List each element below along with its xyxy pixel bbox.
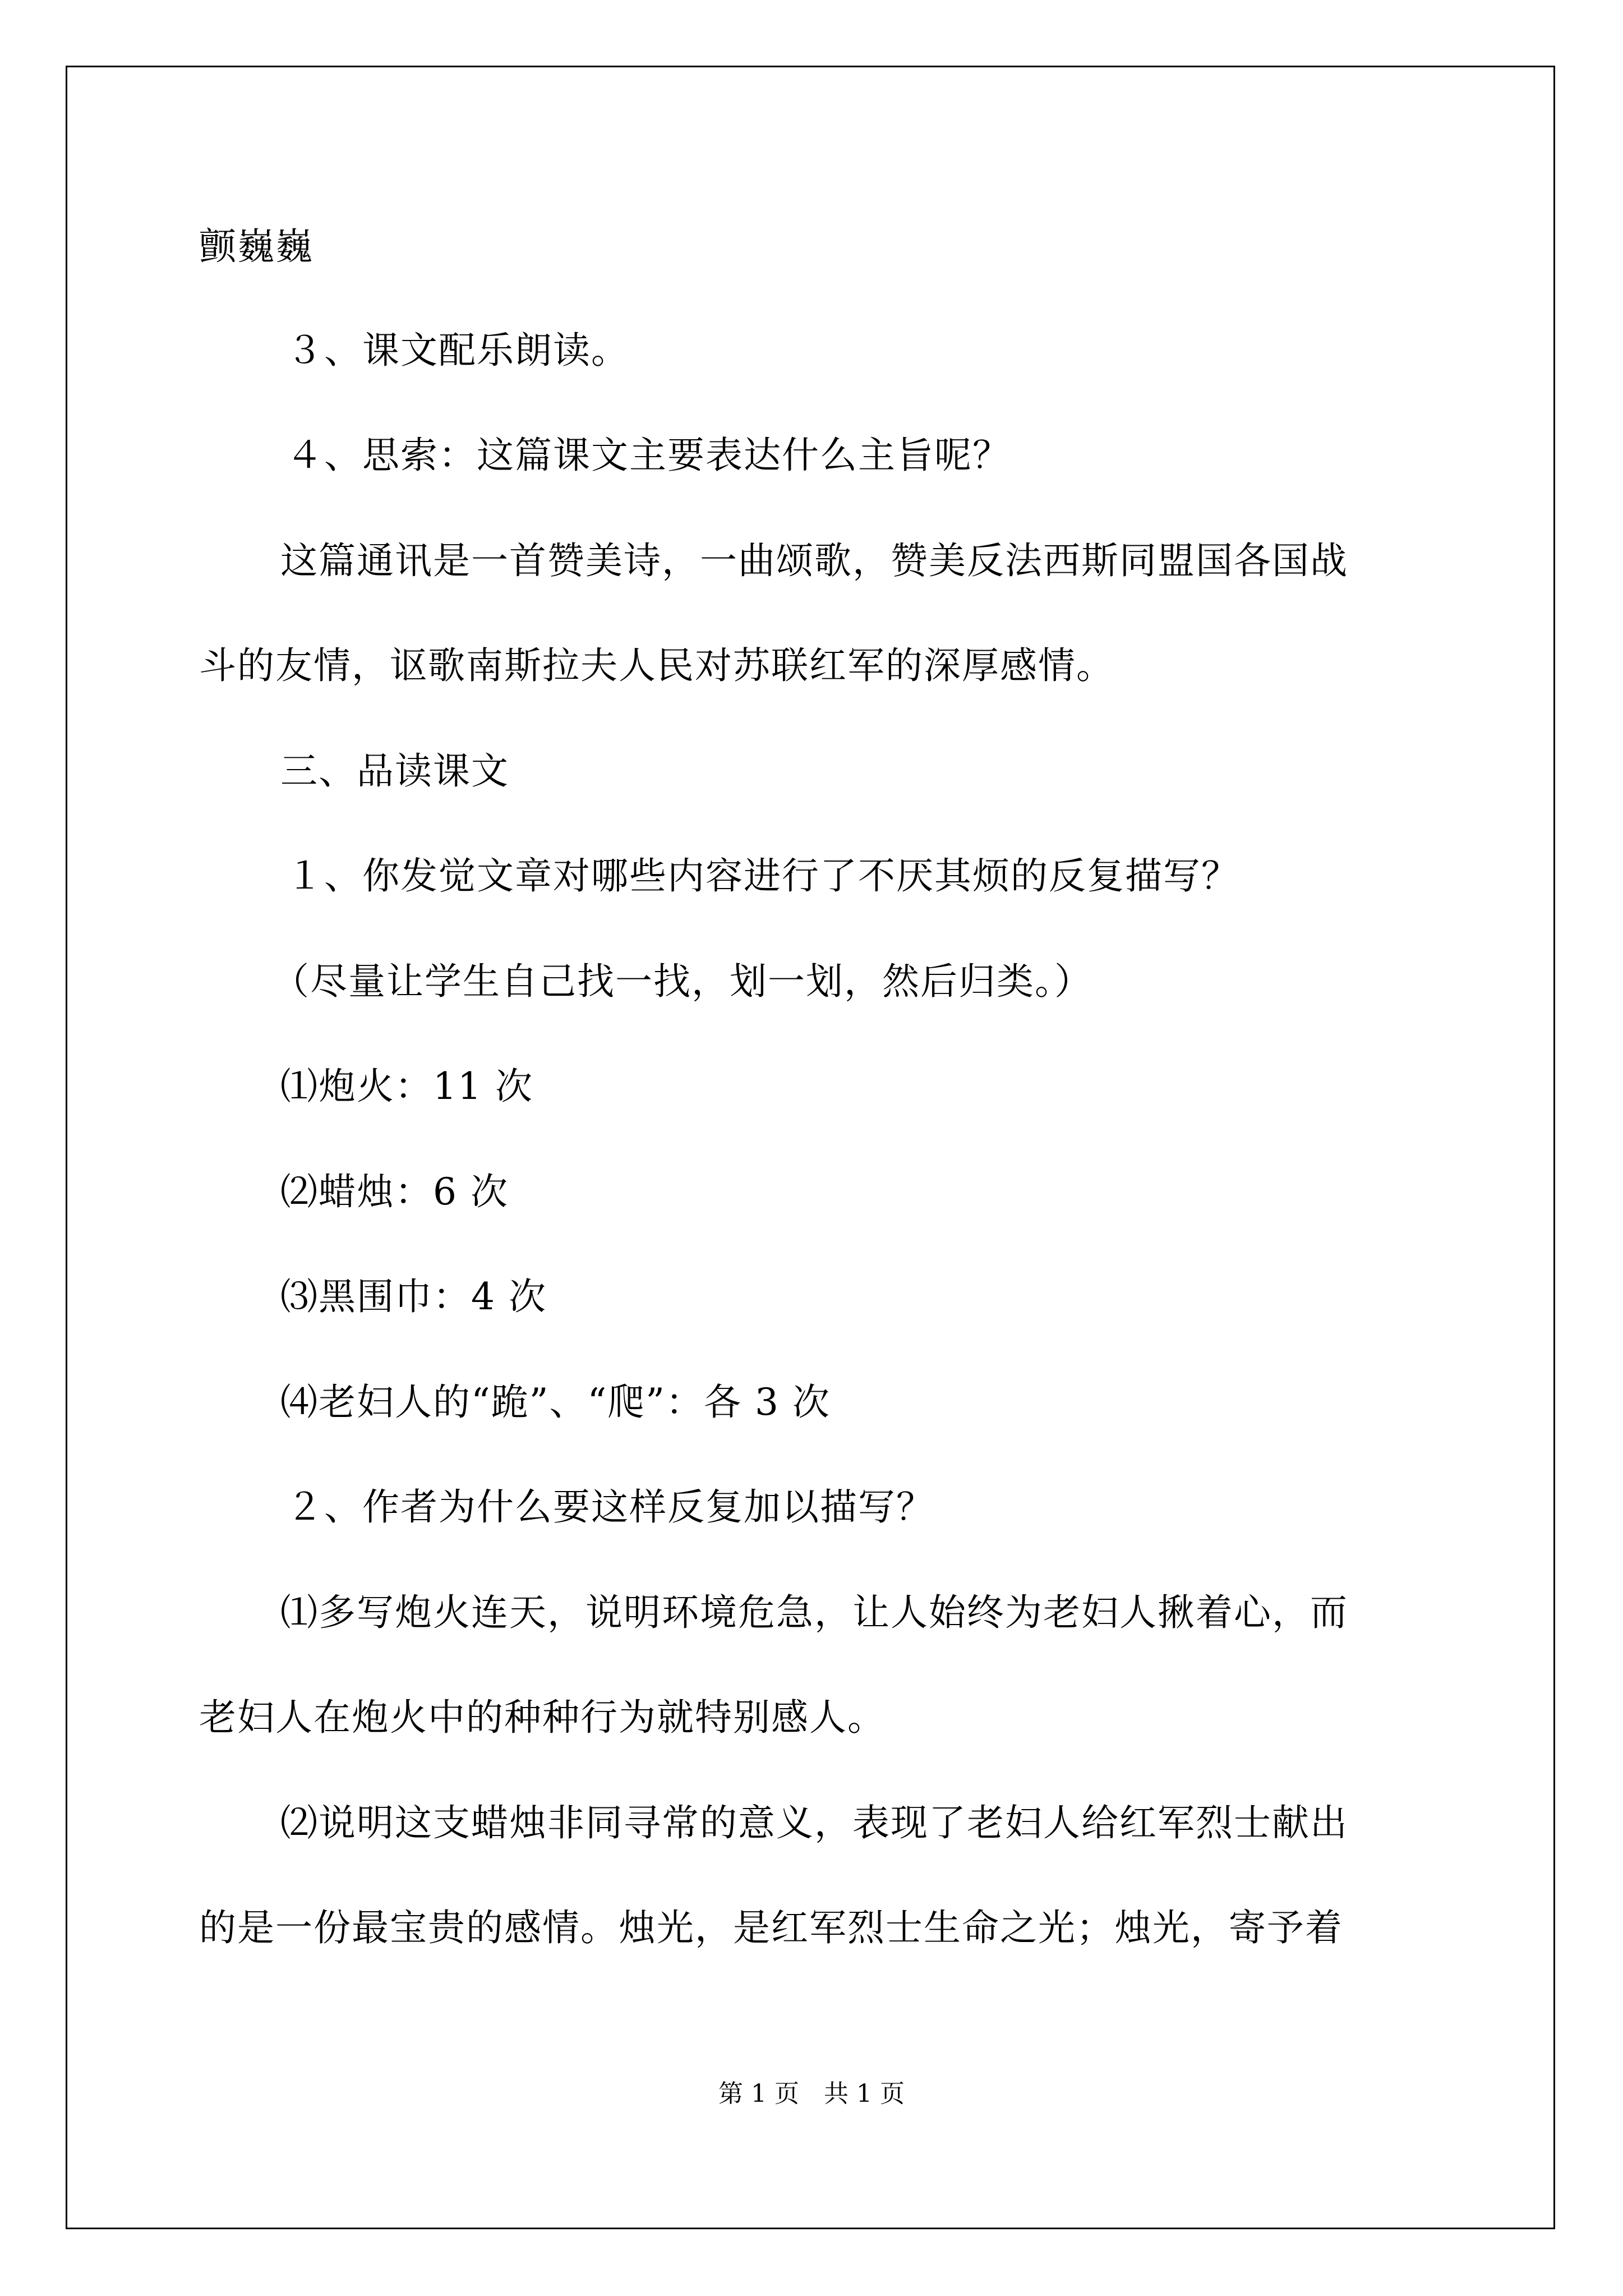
text-line-12: ⑷老妇人的“跪”、“爬”：各 3 次	[280, 1381, 831, 1424]
text-line-14: ⑴多写炮火连天，说明环境危急，让人始终为老妇人揪着心，而	[280, 1591, 1348, 1634]
text-line-17: 的是一份最宝贵的感情。烛光，是红军烈士生命之光；烛光，寄予着	[199, 1906, 1343, 1949]
text-line-16: ⑵说明这支蜡烛非同寻常的意义，表现了老妇人给红军烈士献出	[280, 1801, 1348, 1844]
page-border	[66, 66, 1555, 2229]
text-line-13: ２、作者为什么要这样反复加以描写？	[286, 1485, 934, 1529]
text-line-7: １、你发觉文章对哪些内容进行了不厌其烦的反复描写？	[286, 854, 1239, 898]
page-footer: 第 1 页 共 1 页	[718, 2079, 905, 2108]
text-line-11: ⑶黑围巾：4 次	[280, 1275, 547, 1318]
text-line-6: 三、品读课文	[280, 749, 509, 793]
text-line-1: 颤巍巍	[199, 225, 313, 268]
text-line-8: （尽量让学生自己找一找，划一划，然后归类。）	[272, 960, 1092, 1003]
text-line-10: ⑵蜡烛：6 次	[280, 1170, 509, 1213]
text-line-5: 斗的友情，讴歌南斯拉夫人民对苏联红军的深厚感情。	[199, 644, 1114, 687]
text-line-15: 老妇人在炮火中的种种行为就特别感人。	[199, 1696, 886, 1739]
text-line-2: ３、课文配乐朗读。	[286, 329, 629, 372]
text-line-3: ４、思索：这篇课文主要表达什么主旨呢？	[286, 434, 1011, 477]
text-line-9: ⑴炮火：11 次	[280, 1065, 533, 1108]
text-line-4: 这篇通讯是一首赞美诗，一曲颂歌，赞美反法西斯同盟国各国战	[280, 539, 1348, 582]
